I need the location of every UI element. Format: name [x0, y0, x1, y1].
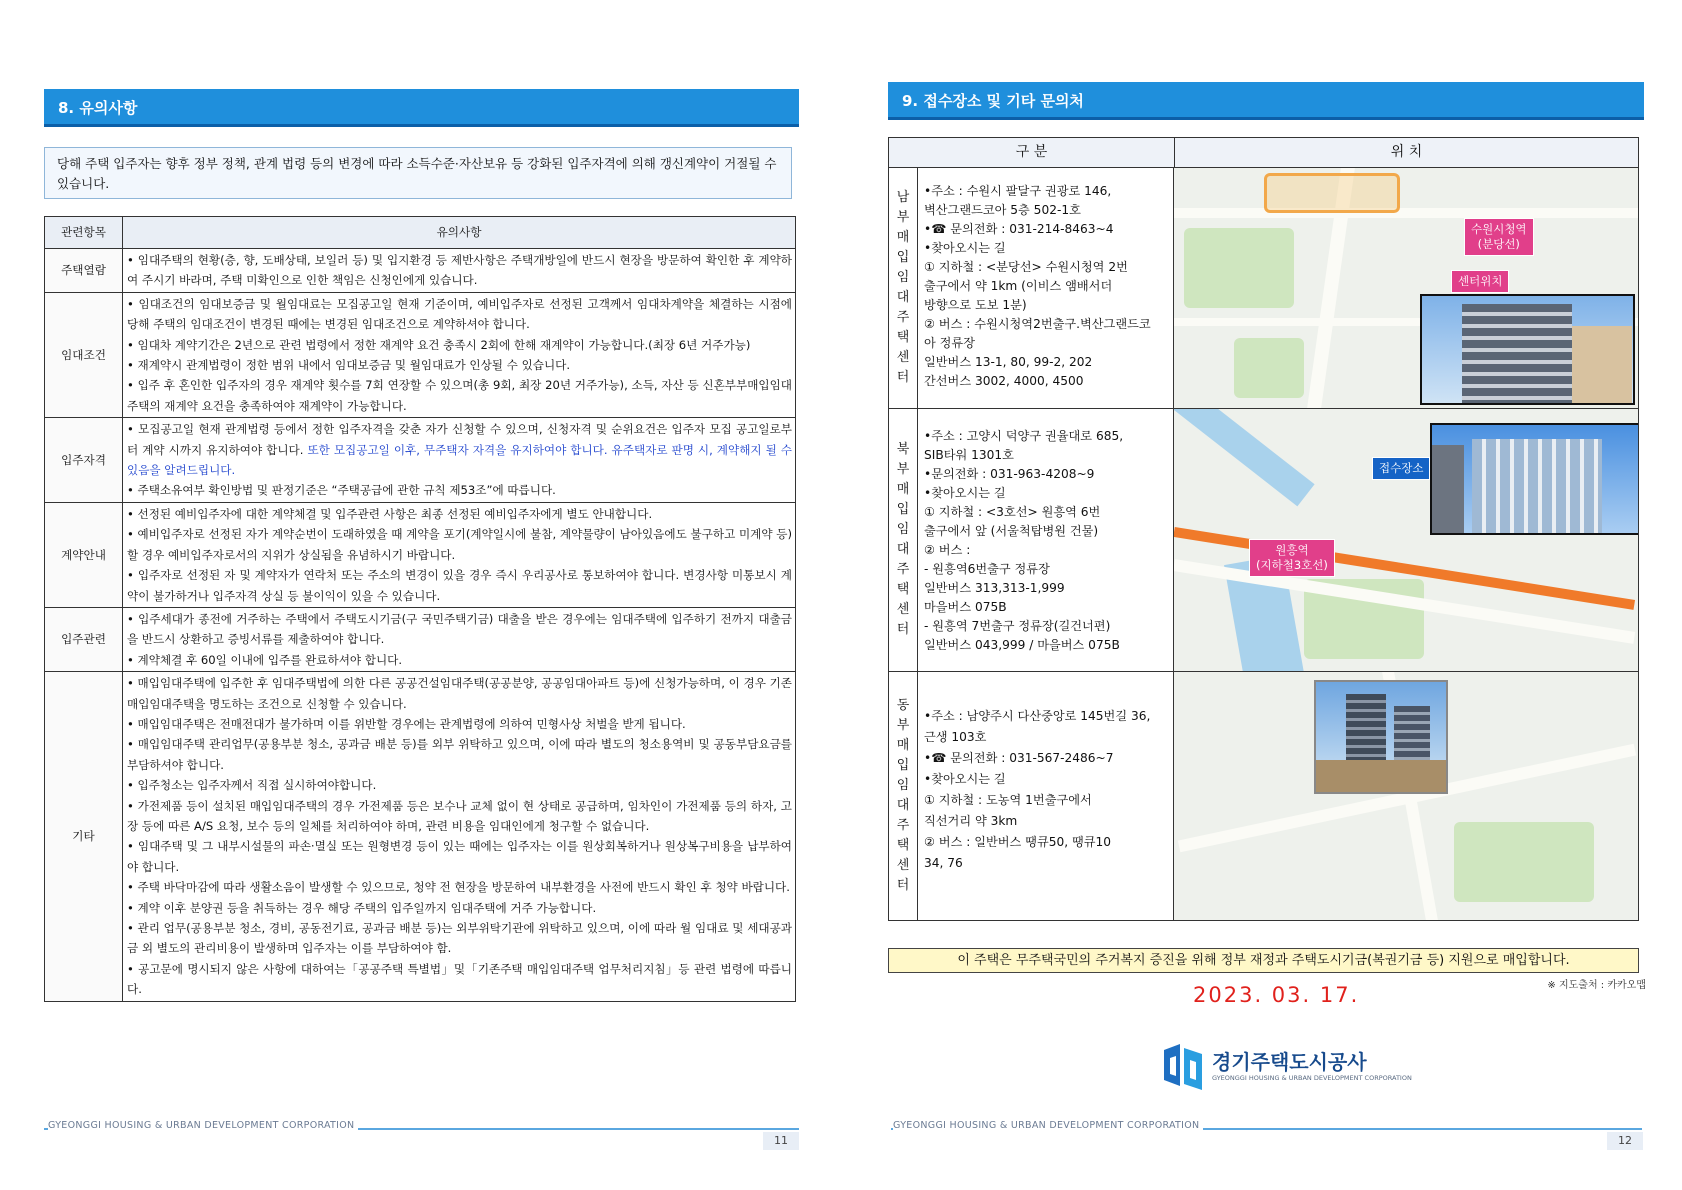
- gh-logo: [1160, 1040, 1412, 1096]
- note-item: • 재계약시 관계법령이 정한 범위 내에서 임대보증금 및 월임대료가 인상될 수 있습니다.: [127, 358, 571, 373]
- note-item: • 임대주택 및 그 내부시설물의 파손·멸실 또는 원형변경 등이 있는 때에는 입주자는 이를 원상회복하거나 원상복구비용을 납부하여야 합니다.: [127, 839, 792, 874]
- funding-notice: 이 주택은 무주택국민의 주거복지 증진을 위해 정부 재정과 주택도시기금(복권기금 등) 지원으로 매입합니다.: [888, 948, 1639, 973]
- table-row: [45, 502, 796, 607]
- north-center-row: [889, 409, 1638, 672]
- precautions-table: [44, 216, 796, 1002]
- center-info: •주소 : 수원시 팔달구 권광로 146, 벽산그랜드코아 5층 502-1호 •☎ 문의전화 : 031-214-8463~4 •찾아오시는 길 ① 지하철 : <분당선> 수원시청역 2번 출구에서 약 1km (이비스 앰배서더 방향으로 도보 1분) ② 버스 : 수원시청역2번출구.벽산그랜드코 아 정류장 일반버스 13-1, 80, 99-2, 202 간선버스 3002, 4000, 4500: [918, 168, 1174, 408]
- note-item: • 임대주택의 현황(층, 향, 도배상태, 보일러 등) 및 입지환경 등 제반사항은 주택개방일에 반드시 현장을 방문하여 확인한 후 계약하여 주시기 바라며, 주택 미확인으로 인한 책임은 신청인에게 있습니다.: [127, 253, 792, 288]
- note-item: • 매입임대주택에 입주한 후 임대주택법에 의한 다른 공공건설임대주택(공공분양, 공공임대아파트 등)에 신청가능하며, 이 경우 기존 매입임대주택을 명도하는 조건으로 신청할 수 있습니다.: [127, 676, 792, 711]
- note-item: • 계약체결 후 60일 이내에 입주를 완료하셔야 합니다.: [127, 652, 403, 667]
- center-info: •주소 : 고양시 덕양구 권율대로 685, SIB타워 1301호 •문의전화 : 031-963-4208~9 •찾아오시는 길 ① 지하철 : <3호선> 원흥역 6번 출구에서 앞 (서울척탑병원 건물) ② 버스 : - 원흥역6번출구 정류장 일반버스 313,313-1,999 마을버스 075B - 원흥역 7번출구 정류장(길건너편) 일반버스 043,999 / 마을버스 075B: [918, 409, 1174, 671]
- building-photo: [1420, 294, 1635, 405]
- east-center-map: [1174, 672, 1638, 920]
- south-center-map: [1174, 168, 1638, 408]
- table-row: [45, 418, 796, 503]
- row-category: 입주관련: [45, 607, 123, 671]
- note-item: • 매입임대주택은 전매전대가 불가하며 이를 위반할 경우에는 관계법령에 의하여 민형사상 처벌을 받게 됩니다.: [127, 716, 686, 731]
- table-row: [45, 249, 796, 293]
- note-item: • 주택소유여부 확인방법 및 판정기준은 “주택공급에 관한 규칙 제53조”에 따릅니다.: [127, 483, 556, 498]
- south-center-row: [889, 168, 1638, 409]
- page-number: 11: [763, 1132, 799, 1150]
- note-item: • 임대조건의 임대보증금 및 월임대료는 모집공고일 현재 기준이며, 예비입주자로 선정된 고객께서 임대차계약을 체결하는 시점에 당해 주택의 임대조건이 변경된 때에는 변경된 임대조건으로 계약하셔야 합니다.: [127, 296, 792, 332]
- table-row: [45, 292, 796, 417]
- logo-subtitle: GYEONGGI HOUSING & URBAN DEVELOPMENT CORPORATION: [1212, 1074, 1412, 1082]
- row-category: 입주자격: [45, 418, 123, 503]
- building-photo: [1430, 423, 1638, 535]
- logo-name: 경기주택도시공사: [1212, 1050, 1367, 1074]
- header-division: 구 분: [889, 138, 1175, 167]
- east-center-row: [889, 672, 1638, 920]
- note-item: • 공고문에 명시되지 않은 사항에 대하여는「공공주택 특별법」및「기존주택 매입임대주택 업무처리지침」등 관련 법령에 따릅니다.: [127, 961, 792, 997]
- header-location: 위 치: [1390, 144, 1423, 160]
- note-item: • 관리 업무(공용부분 청소, 경비, 공동전기료, 공과금 배분 등)는 외부위탁기관에 위탁하고 있으며, 이에 따라 월 임대료 및 세대공과금 외 별도의 관리비용이 발생하며 입주자는 이를 부담하여야 함.: [127, 921, 792, 956]
- header-category: 관련항목: [45, 217, 123, 249]
- note-item: • 입주자로 선정된 자 및 계약자가 연락처 또는 주소의 변경이 있을 경우 즉시 우리공사로 통보하여야 합니다. 변경사항 미통보시 계약이 불가하거나 입주자격 상실 등 불이익이 있을 수 있습니다.: [127, 568, 792, 603]
- section-title-8: 8. 유의사항: [44, 89, 799, 127]
- note-item: • 계약 이후 분양권 등을 취득하는 경우 해당 주택의 입주일까지 임대주택에 거주 가능합니다.: [127, 900, 597, 915]
- row-category: 임대조건: [45, 292, 123, 417]
- row-category: 주택열람: [45, 249, 123, 293]
- table-header-row: [45, 217, 796, 249]
- header-notes: 유의사항: [123, 217, 796, 249]
- note-item: • 임대차 계약기간은 2년으로 관련 법령에서 정한 재계약 요건 충족시 2회에 한해 재계약이 가능합니다.(최장 6년 거주가능): [127, 337, 751, 352]
- center-name-vertical: 북 부 매 입 임 대 주 택 센 터: [889, 409, 918, 671]
- footer-corporation: GYEONGGI HOUSING & URBAN DEVELOPMENT CORPORATION: [48, 1120, 358, 1131]
- note-item: • 모집공고일 현재 관계법령 등에서 정한 입주자격을 갖춘 자가 신청할 수 있으며, 신청자격 및 순위요건은 입주자 모집 공고일로부터 계약 시까지 유지하여야 합니다.: [127, 422, 792, 457]
- north-center-map: [1174, 409, 1638, 671]
- center-name-vertical: 동 부 매 입 임 대 주 택 센 터: [889, 672, 918, 920]
- note-item: • 주택 바닥마감에 따라 생활소음이 발생할 수 있으므로, 청약 전 현장을 방문하여 내부환경을 사전에 반드시 확인 후 청약 바랍니다.: [127, 880, 790, 895]
- table-row: [45, 672, 796, 1002]
- station-label: 원흥역 (지하철3호선): [1249, 539, 1335, 577]
- gh-logo-icon: [1160, 1042, 1206, 1092]
- highlight-note: 또한 모집공고일 이후, 무주택자 자격을 유지하여야 합니다. 유주택자로 판명 시, 계약해지 될 수 있음을 알려드립니다.: [127, 442, 792, 478]
- announcement-date: 2023. 03. 17.: [1193, 983, 1360, 1007]
- section-title-9: 9. 접수장소 및 기타 문의처: [888, 82, 1644, 120]
- building-photo: [1314, 680, 1448, 794]
- note-item: • 가전제품 등이 설치된 매입임대주택의 경우 가전제품 등은 보수나 교체 없이 현 상태로 공급하며, 임차인이 가전제품 등의 하자, 고장 등에 따른 A/S 요청, 보수 등의 일체를 처리하여야 하며, 관련 비용을 임대인에게 청구할 수 없습니다.: [127, 798, 792, 833]
- row-category: 계약안내: [45, 502, 123, 607]
- reception-label: 접수장소: [1372, 457, 1430, 480]
- table-header-row: [889, 138, 1638, 168]
- center-location-label: 센터위치: [1451, 270, 1509, 293]
- footer-corporation: GYEONGGI HOUSING & URBAN DEVELOPMENT CORPORATION: [893, 1120, 1203, 1131]
- note-item: • 입주세대가 종전에 거주하는 주택에서 주택도시기금(구 국민주택기금) 대출을 받은 경우에는 임대주택에 입주하기 전까지 대출금을 반드시 상환하고 증빙서류를 제출하여야 합니다.: [127, 611, 792, 647]
- note-item: • 선정된 예비입주자에 대한 계약체결 및 입주관련 사항은 최종 선정된 예비입주자에게 별도 안내합니다.: [127, 506, 653, 521]
- renewal-notice: 당해 주택 입주자는 향후 정부 정책, 관계 법령 등의 변경에 따라 소득수준·자산보유 등 강화된 입주자격에 의해 갱신계약이 거절될 수 있습니다.: [44, 147, 792, 199]
- note-item: • 입주 후 혼인한 입주자의 경우 재계약 횟수를 7회 연장할 수 있으며(총 9회, 최장 20년 거주가능), 소득, 자산 등 신혼부부매입임대주택의 재계약 요건을 충족하여야 재계약이 가능합니다.: [127, 378, 792, 413]
- reception-table: [888, 137, 1639, 921]
- row-category: 기타: [45, 672, 123, 1002]
- note-item: • 매입임대주택 관리업무(공용부분 청소, 공과금 배분 등)를 외부 위탁하고 있으며, 이에 따라 별도의 청소용역비 및 공동부담요금를 부담하셔야 합니다.: [127, 737, 792, 772]
- note-item: • 입주청소는 입주자께서 직접 실시하여야합니다.: [127, 778, 377, 793]
- map-source: ※ 지도출처 : 카카오맵: [1547, 980, 1646, 991]
- center-info: •주소 : 남양주시 다산중앙로 145번길 36, 근생 103호 •☎ 문의전화 : 031-567-2486~7 •찾아오시는 길 ① 지하철 : 도농역 1번출구에서 직선거리 약 3km ② 버스 : 일반버스 땡큐50, 땡큐10 34, 76: [918, 672, 1174, 920]
- table-row: [45, 607, 796, 671]
- page-number: 12: [1607, 1132, 1643, 1150]
- note-item: • 예비입주자로 선정된 자가 계약순번이 도래하였을 때 계약을 포기(계약일시에 불참, 계약물량이 남아있음에도 불구하고 미계약 등)할 경우 예비입주자로서의 지위가 상실됨을 유념하시기 바랍니다.: [127, 527, 792, 562]
- center-name-vertical: 남 부 매 입 임 대 주 택 센 터: [889, 168, 918, 408]
- station-label: 수원시청역 (분당선): [1464, 218, 1534, 256]
